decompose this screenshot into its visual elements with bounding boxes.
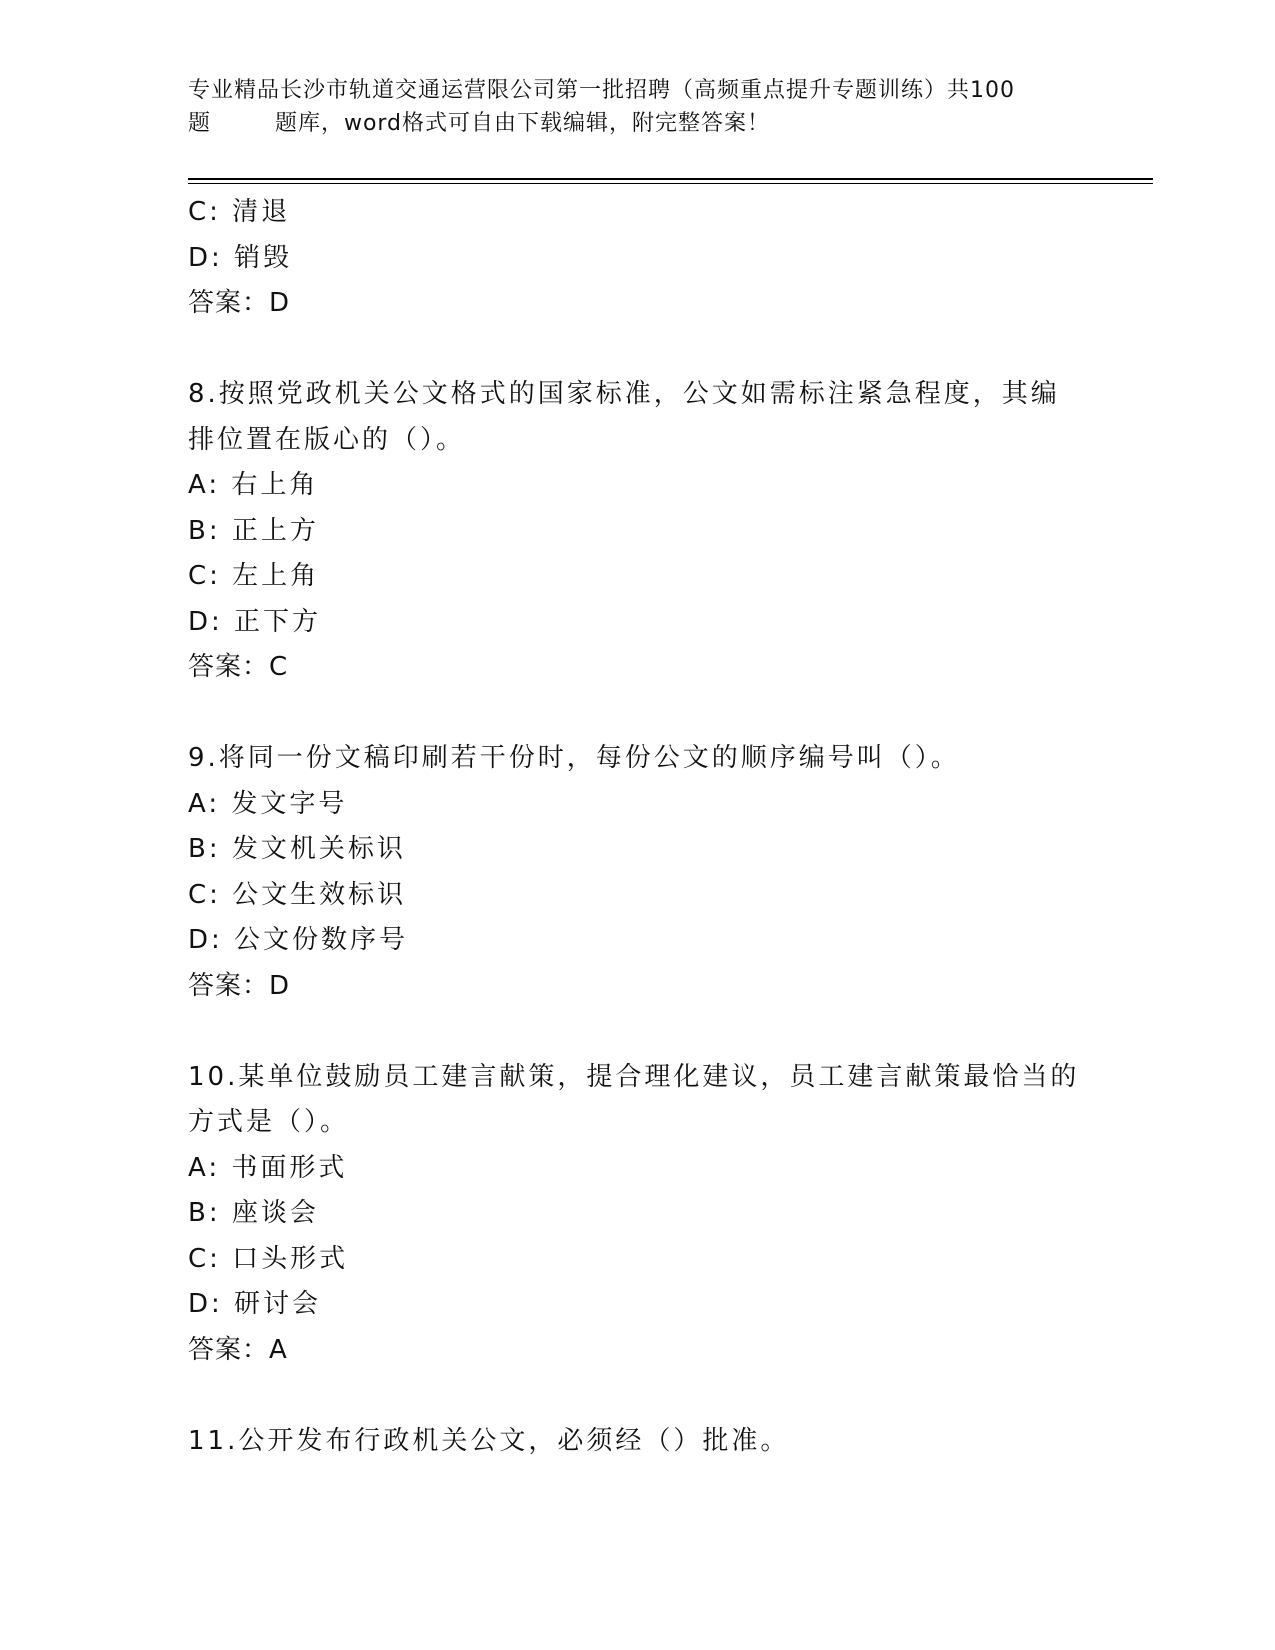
question-block-11 (188, 1419, 1088, 1465)
option-d: D: 正下方 (188, 606, 322, 637)
option-c: C: 清退 (188, 197, 291, 227)
option-d: D: 销毁 (188, 242, 293, 273)
answer-line: 答案：D (188, 288, 291, 318)
question-block-9 (188, 736, 1088, 1009)
option-d: D: 研讨会 (188, 1289, 322, 1319)
option-a: A: 发文字号 (188, 788, 348, 819)
question-block-7 (188, 190, 1088, 327)
option-b: B: 座谈会 (188, 1198, 319, 1228)
question-text-cont: 方式是（）。 (188, 1107, 350, 1137)
answer-line: 答案：A (188, 1334, 288, 1365)
option-c: C: 公文生效标识 (188, 879, 407, 910)
header-divider-thick (188, 178, 1153, 180)
question-list (188, 190, 1088, 1464)
answer-line: 答案：D (188, 970, 291, 1001)
spacer (188, 1009, 1088, 1055)
question-text: 11.公开发布行政机关公文，必须经（）批准。 (188, 1425, 790, 1456)
spacer (188, 691, 1088, 737)
option-b: B: 发文机关标识 (188, 834, 406, 864)
answer-line: 答案：C (188, 652, 289, 682)
header-line-1: 专业精品长沙市轨道交通运营限公司第一批招聘（高频重点提升专题训练）共100 (188, 78, 1015, 103)
option-c: C: 口头形式 (188, 1243, 349, 1274)
question-block-8 (188, 372, 1088, 691)
header-line-2: 题 题库，word格式可自由下载编辑，附完整答案！ (188, 111, 771, 136)
question-text: 10.某单位鼓励员工建言献策，提合理化建议，员工建言献策最恰当的 (188, 1061, 1080, 1092)
question-block-10 (188, 1055, 1088, 1374)
option-d: D: 公文份数序号 (188, 925, 409, 955)
header-divider-thin (188, 183, 1153, 184)
question-text: 8.按照党政机关公文格式的国家标准，公文如需标注紧急程度，其编 (188, 379, 1060, 409)
document-header (188, 74, 1088, 140)
option-a: A: 书面形式 (188, 1152, 348, 1183)
option-c: C: 左上角 (188, 561, 320, 591)
spacer (188, 1373, 1088, 1419)
option-b: B: 正上方 (188, 515, 319, 546)
question-text-cont: 排位置在版心的（）。 (188, 424, 466, 455)
question-text: 9.将同一份文稿印刷若干份时，每份公文的顺序编号叫（）。 (188, 743, 960, 773)
spacer (188, 327, 1088, 373)
option-a: A: 右上角 (188, 470, 319, 500)
